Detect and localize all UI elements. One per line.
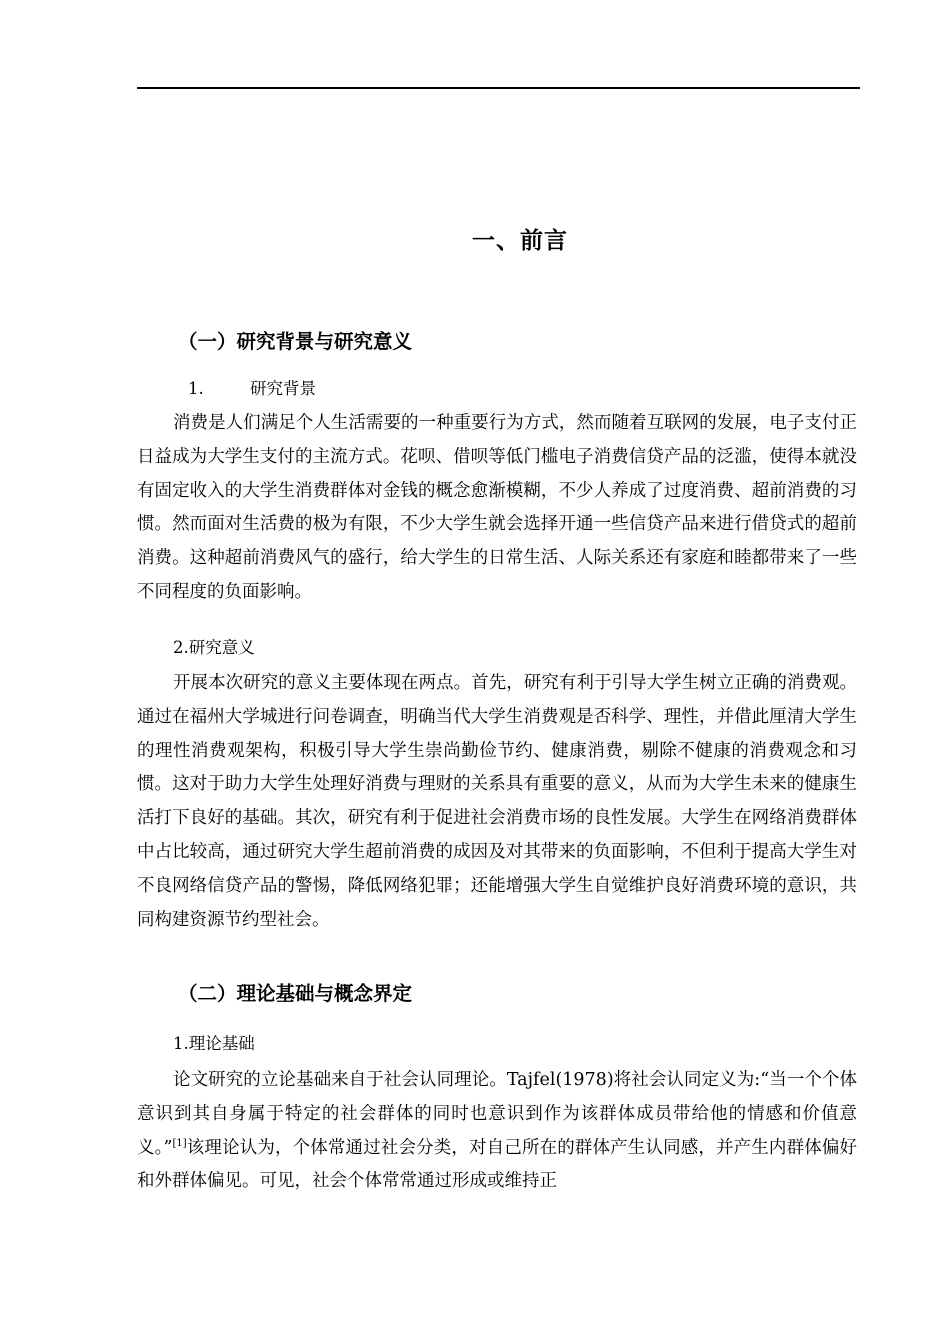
subheading-research-background <box>188 377 316 401</box>
paragraph-rest: 该理论认为，个体常通过社会分类，对自己所在的群体产生认同感，并产生内群体偏好和外群体偏见。可见，社会个体常常通过形成或维持正 <box>137 1137 857 1192</box>
quote-definition: “当一个个体意识到其自身属于特定的社会群体的同时也意识到作为该群体成员带给他的情感和价值意义。” <box>137 1070 857 1158</box>
paragraph-research-background: 消费是人们满足个人生活需要的一种重要行为方式，然而随着互联网的发展，电子支付正日益成为大学生支付的主流方式。花呗、借呗等低门槛电子消费信贷产品的泛滥，使得本就没有固定收入的大学生消费群体对金钱的概念愈渐模糊，不少人养成了过度消费、超前消费的习惯。然而面对生活费的极为有限，不少大学生就会选择开通一些信贷产品来进行借贷式的超前消费。这种超前消费风气的盛行，给大学生的日常生活、人际关系还有家庭和睦都带来了一些不同程度的负面影响。 <box>137 413 857 602</box>
subheading-theoretical-basis: 1.理论基础 <box>173 1034 255 1053</box>
subheading-research-significance: 2.研究意义 <box>173 638 255 657</box>
paragraph-theoretical-basis <box>137 1064 857 1199</box>
citation-marker[interactable]: [1] <box>172 1137 187 1149</box>
paragraph-research-significance: 开展本次研究的意义主要体现在两点。首先，研究有利于引导大学生树立正确的消费观。通过在福州大学城进行问卷调查，明确当代大学生消费观是否科学、理性，并借此厘清大学生的理性消费观架构，积极引导大学生崇尚勤俭节约、健康消费，剔除不健康的消费观念和习惯。这对于助力大学生处理好消费与理财的关系具有重要的意义，从而为大学生未来的健康生活打下良好的基础。其次，研究有利于促进社会消费市场的良性发展。大学生在网络消费群体中占比较高，通过研究大学生超前消费的成因及对其带来的负面影响，不但利于提高大学生对不良网络信贷产品的警惕，降低网络犯罪；还能增强大学生自觉维护良好消费环境的意识，共同构建资源节约型社会。 <box>137 673 857 930</box>
paragraph-line-1: 论文研究的立论基础来自于社会认同理论。Tajfel(1978)将社会认同定义为: <box>173 1070 761 1090</box>
section-heading-research-background: （一）研究背景与研究意义 <box>178 330 413 353</box>
subheading-label: 研究背景 <box>250 379 316 398</box>
subheading-number: 1. <box>188 379 204 398</box>
section-heading-theory-and-concepts: （二）理论基础与概念界定 <box>178 982 413 1005</box>
page-title: 一、前言 <box>472 228 568 254</box>
header-rule <box>137 87 860 89</box>
